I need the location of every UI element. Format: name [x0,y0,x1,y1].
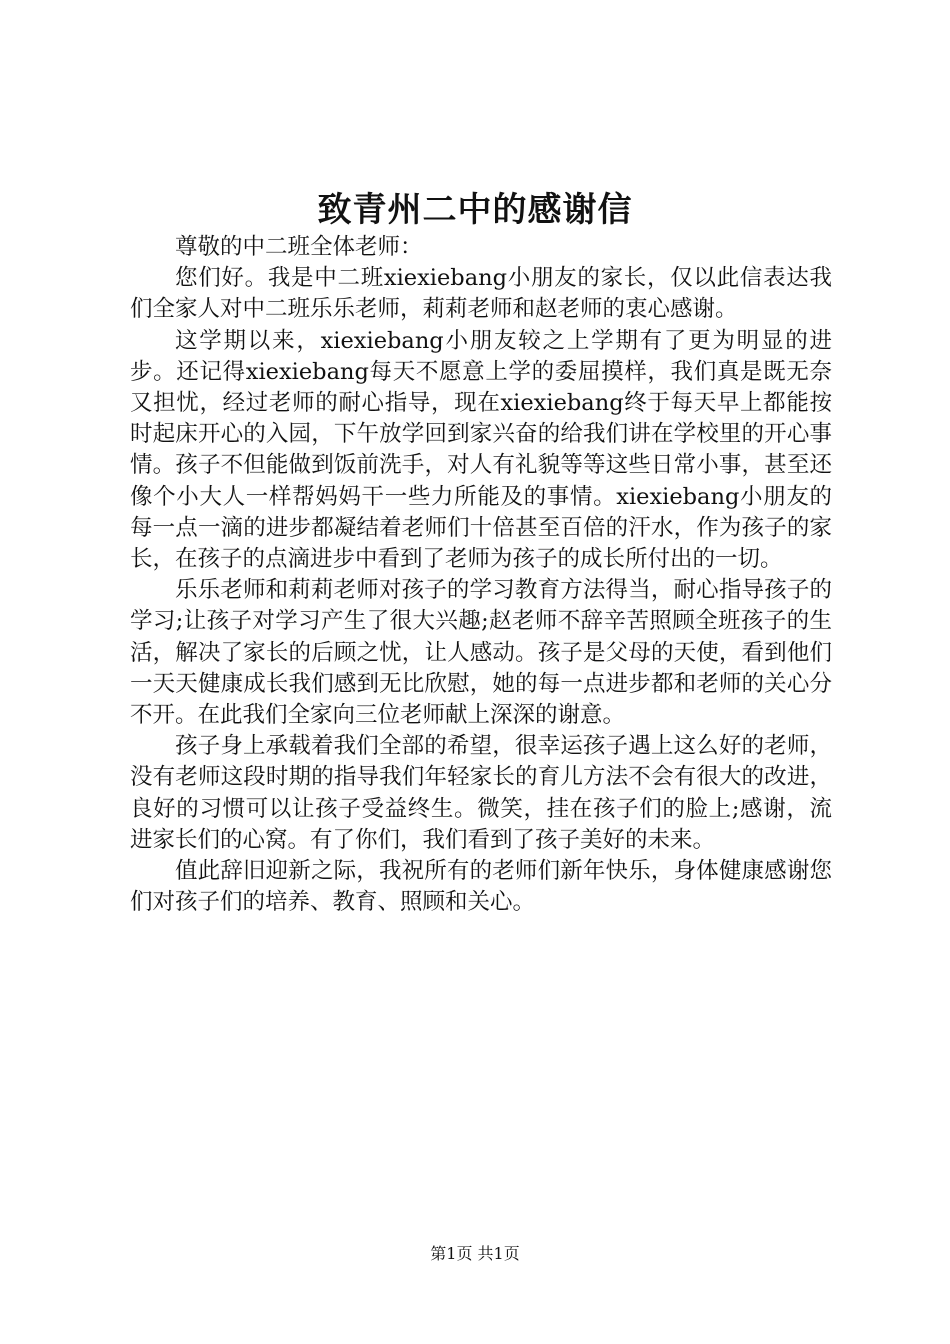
paragraph-4: 孩子身上承载着我们全部的希望，很幸运孩子遇上这么好的老师，没有老师这段时期的指导我们年轻家长的育儿方法不会有很大的改进，良好的习惯可以让孩子受益终生。微笑，挂在孩子们的脸上;感谢，流进家长们的心窝。有了你们，我们看到了孩子美好的未来。 [130,733,832,853]
paragraph-3: 乐乐老师和莉莉老师对孩子的学习教育方法得当，耐心指导孩子的学习;让孩子对学习产生了很大兴趣;赵老师不辞辛苦照顾全班孩子的生活，解决了家长的后顾之忧，让人感动。孩子是父母的天使，看到他们一天天健康成长我们感到无比欣慰，她的每一点进步都和老师的关心分不开。在此我们全家向三位老师献上深深的谢意。 [130,577,832,729]
document-title: 致青州二中的感谢信 [317,190,633,230]
paragraph-1: 您们好。我是中二班xiexiebang小朋友的家长，仅以此信表达我们全家人对中二班乐乐老师，莉莉老师和赵老师的衷心感谢。 [130,265,832,323]
paragraph-5: 值此辞旧迎新之际，我祝所有的老师们新年快乐，身体健康感谢您们对孩子们的培养、教育、照顾和关心。 [130,858,832,916]
letter-body [130,232,832,918]
salutation: 尊敬的中二班全体老师： [175,234,423,260]
page-number-footer: 第1页 共1页 [430,1244,520,1263]
paragraph-2: 这学期以来，xiexiebang小朋友较之上学期有了更为明显的进步。还记得xiexiebang每天不愿意上学的委屈摸样，我们真是既无奈又担忧，经过老师的耐心指导，现在xiexiebang终于每天早上都能按时起床开心的入园，下午放学回到家兴奋的给我们讲在学校里的开心事情。孩子不但能做到饭前洗手，对人有礼貌等等这些日常小事，甚至还像个小大人一样帮妈妈干一些力所能及的事情。xiexiebang小朋友的每一点一滴的进步都凝结着老师们十倍甚至百倍的汗水，作为孩子的家长，在孩子的点滴进步中看到了老师为孩子的成长所付出的一切。 [130,327,832,573]
